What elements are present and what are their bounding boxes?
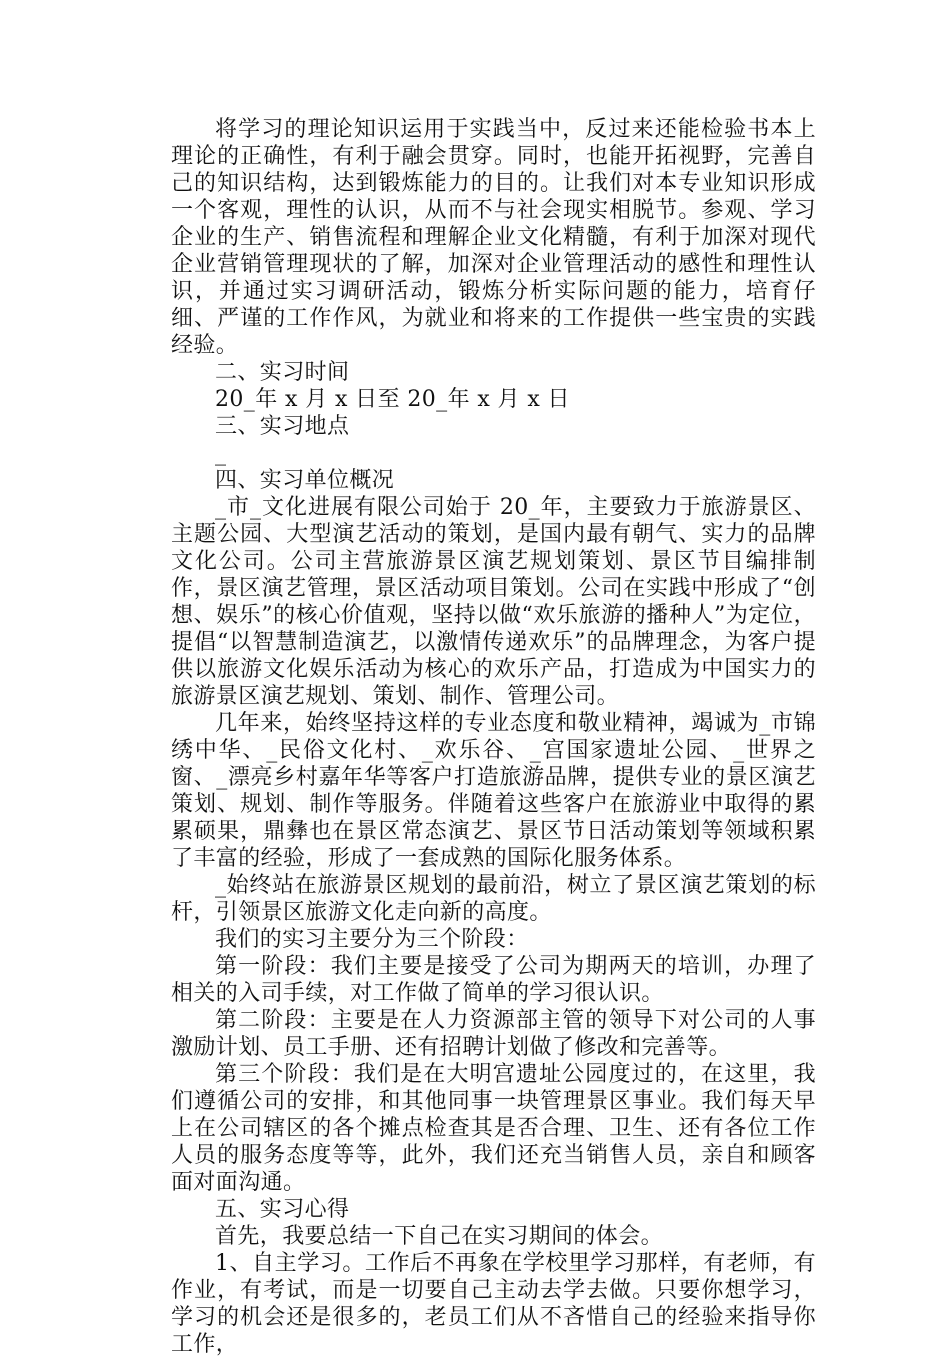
paragraph-company-history: 几年来，始终坚持这样的专业态度和敬业精神，竭诚为_市锦绣中华、_民俗文化村、_欢乐谷、_宫国家遗址公园、_世界之窗、_漂亮乡村嘉年华等客户打造旅游品牌，提供专业的景区演艺策划、规划、制作等服务。伴随着这些客户在旅游业中取得的累累硕果，鼎彝也在景区常态演艺、景区节日活动策划等领域积累了丰富的经验，形成了一套成熟的国际化服务体系。 [171,711,816,871]
heading-internship-reflection: 五、实习心得 [215,1197,350,1222]
paragraph-self-learning: 1、自主学习。工作后不再象在学校里学习那样，有老师，有作业，有考试，而是一切要自己主动去学去做。只要你想学习，学习的机会还是很多的，老员工们从不吝惜自己的经验来指导你工作， [171,1251,816,1357]
paragraph-reflection-intro: 首先，我要总结一下自己在实习期间的体会。 [215,1224,664,1249]
internship-dates: 20_年 x 月 x 日至 20_年 x 月 x 日 [215,387,570,412]
document-body [171,116,816,1358]
paragraph-company-position: _始终站在旅游景区规划的最前沿，树立了景区演艺策划的标杆，引领景区旅游文化走向新的高度。 [171,873,816,925]
paragraph-company-intro: _市_文化进展有限公司始于 20_年，主要致力于旅游景区、主题公园、大型演艺活动的策划，是国内最有朝气、实力的品牌文化公司。公司主营旅游景区演艺规划策划、景区节目编排制作，景区演艺管理，景区活动项目策划。公司在实践中形成了“创想、娱乐”的核心价值观，坚持以做“欢乐旅游的播种人”为定位，提倡“以智慧制造演艺，以激情传递欢乐”的品牌理念，为客户提供以旅游文化娱乐活动为核心的欢乐产品，打造成为中国实力的旅游景区演艺规划、策划、制作、管理公司。 [171,495,816,709]
heading-internship-location: 三、实习地点 [215,414,350,439]
paragraph-stage-two: 第二阶段：主要是在人力资源部主管的领导下对公司的人事激励计划、员工手册、还有招聘计划做了修改和完善等。 [171,1008,816,1060]
paragraph-stages-intro: 我们的实习主要分为三个阶段： [215,927,529,952]
paragraph-stage-one: 第一阶段：我们主要是接受了公司为期两天的培训，办理了相关的入司手续，对工作做了简单的学习很认识。 [171,954,816,1006]
heading-internship-time: 二、实习时间 [215,360,350,385]
heading-company-overview: 四、实习单位概况 [215,468,395,493]
paragraph-stage-three: 第三个阶段：我们是在大明宫遗址公园度过的，在这里，我们遵循公司的安排，和其他同事一块管理景区事业。我们每天早上在公司辖区的各个摊点检查其是否合理、卫生、还有各位工作人员的服务态度等等，此外，我们还充当销售人员，亲自和顾客面对面沟通。 [171,1062,816,1195]
internship-location: _ [215,441,227,466]
paragraph-intro: 将学习的理论知识运用于实践当中，反过来还能检验书本上理论的正确性，有利于融会贯穿。同时，也能开拓视野，完善自己的知识结构，达到锻炼能力的目的。让我们对本专业知识形成一个客观，理性的认识，从而不与社会现实相脱节。参观、学习企业的生产、销售流程和理解企业文化精髓，有利于加深对现代企业营销管理现状的了解，加深对企业管理活动的感性和理性认识，并通过实习调研活动，锻炼分析实际问题的能力，培育仔细、严谨的工作作风，为就业和将来的工作提供一些宝贵的实践经验。 [171,117,816,358]
